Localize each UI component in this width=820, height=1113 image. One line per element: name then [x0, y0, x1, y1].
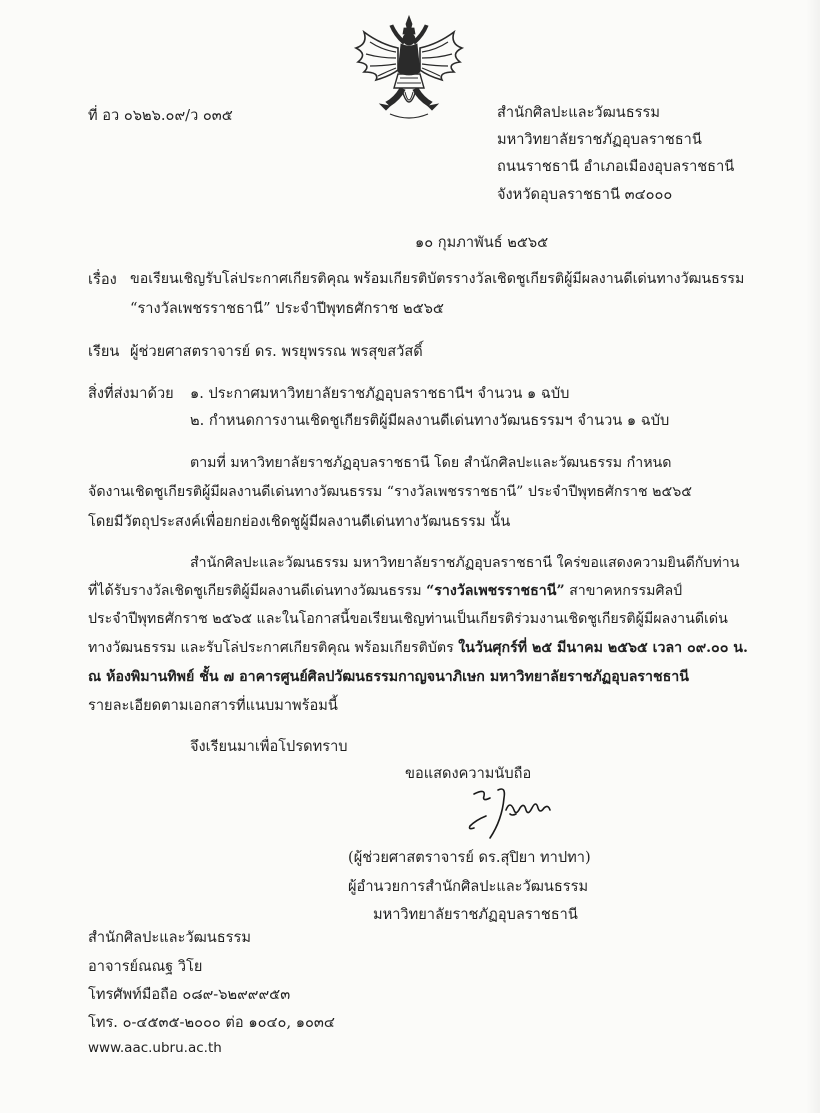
award-text: ที่ได้รับรางวัลเชิดชูเกียรติผู้มีผลงานดีเด่นทางวัฒนธรรม: [88, 583, 427, 599]
recipient-label: เรียน: [88, 343, 120, 360]
body-paragraph-2-line: ประจำปีพุทธศักราช ๒๕๖๕ และในโอกาสนี้ขอเรียนเชิญท่านเป็นเกียรติร่วมงานเชิดชูเกียรติผู้มีผลงานดีเด่น: [88, 611, 728, 627]
handwritten-signature-icon: [446, 780, 586, 842]
body-paragraph-1-line: ตามที่ มหาวิทยาลัยราชภัฏอุบลราชธานี โดย สำนักศิลปะและวัฒนธรรม กำหนด: [190, 455, 672, 471]
signatory-name: (ผู้ช่วยศาสตราจารย์ ดร.สุปิยา ทาปทา): [348, 849, 591, 866]
recipient-name: ผู้ช่วยศาสตราจารย์ ดร. พรยุพรรณ พรสุขสวัสดิ์: [130, 343, 423, 360]
salutation: ขอแสดงความนับถือ: [405, 765, 532, 782]
signatory-organization: มหาวิทยาลัยราชภัฏอุบลราชธานี: [373, 906, 578, 923]
award-category: สาขาคหกรรมศิลป์: [564, 583, 683, 599]
footer-mobile: โทรศัพท์มือถือ ๐๘๙-๖๒๙๙๙๕๓: [88, 986, 291, 1003]
body-paragraph-2-line: รายละเอียดตามเอกสารที่แนบมาพร้อมนี้: [88, 697, 338, 714]
closing-statement: จึงเรียนมาเพื่อโปรดทราบ: [190, 738, 348, 755]
footer-contact-person: อาจารย์ณณฐ วิโย: [88, 958, 203, 975]
subject-line-2: “รางวัลเพชรราชธานี” ประจำปีพุทธศักราช ๒๕๖๕: [130, 300, 444, 317]
body-paragraph-2-line: สำนักศิลปะและวัฒนธรรม มหาวิทยาลัยราชภัฏอุบลราชธานี ใคร่ขอแสดงความยินดีกับท่าน: [190, 555, 740, 571]
body-paragraph-2-line: [88, 580, 682, 602]
body-paragraph-1-line: จัดงานเชิดชูเกียรติผู้มีผลงานดีเด่นทางวัฒนธรรม “รางวัลเพชรราชธานี” ประจำปีพุทธศักราช ๒๕๖๕: [88, 484, 692, 500]
reference-number: ที่ อว ๐๖๒๖.๐๙/ว ๐๓๕: [88, 107, 233, 124]
sender-address-line: สำนักศิลปะและวัฒนธรรม: [497, 104, 660, 121]
ceremony-venue-bold: ณ ห้องพิมานทิพย์ ชั้น ๗ อาคารศูนย์ศิลปวัฒนธรรมกาญจนาภิเษก มหาวิทยาลัยราชภัฏอุบลราชธานี: [88, 669, 689, 685]
ceremony-text: ทางวัฒนธรรม และรับโล่ประกาศเกียรติคุณ พร้อมเกียรติบัตร: [88, 640, 459, 656]
subject-label: เรื่อง: [88, 271, 117, 288]
footer-website-link[interactable]: www.aac.ubru.ac.th: [88, 1040, 222, 1056]
enclosures-label: สิ่งที่ส่งมาด้วย: [88, 385, 174, 402]
garuda-emblem-icon: [350, 14, 468, 124]
footer-phone: โทร. ๐-๔๕๓๕-๒๐๐๐ ต่อ ๑๐๔๐, ๑๐๓๔: [88, 1014, 335, 1031]
sender-address-line: มหาวิทยาลัยราชภัฏอุบลราชธานี: [497, 131, 702, 148]
page-edge-shade: [806, 0, 820, 1113]
footer-office: สำนักศิลปะและวัฒนธรรม: [88, 929, 251, 946]
ceremony-datetime-bold: ในวันศุกร์ที่ ๒๕ มีนาคม ๒๕๖๕ เวลา ๐๙.๐๐ น.: [458, 640, 748, 656]
letter-date: ๑๐ กุมภาพันธ์ ๒๕๖๕: [415, 234, 549, 251]
award-name-bold: “รางวัลเพชรราชธานี”: [426, 583, 565, 599]
body-paragraph-2-line: [88, 637, 748, 659]
enclosure-item: ๑. ประกาศมหาวิทยาลัยราชภัฏอุบลราชธานีฯ จำนวน ๑ ฉบับ: [190, 385, 570, 402]
body-paragraph-1-line: โดยมีวัตถุประสงค์เพื่อยกย่องเชิดชูผู้มีผลงานดีเด่นทางวัฒนธรรม นั้น: [88, 513, 511, 530]
sender-address-line: ถนนราชธานี อำเภอเมืองอุบลราชธานี: [497, 158, 735, 175]
subject-line-1: ขอเรียนเชิญรับโล่ประกาศเกียรติคุณ พร้อมเกียรติบัตรรางวัลเชิดชูเกียรติผู้มีผลงานดีเด่นทางวัฒนธรรม: [130, 271, 745, 287]
enclosure-item: ๒. กำหนดการงานเชิดชูเกียรติผู้มีผลงานดีเด่นทางวัฒนธรรมฯ จำนวน ๑ ฉบับ: [190, 412, 670, 429]
signatory-position: ผู้อำนวยการสำนักศิลปะและวัฒนธรรม: [348, 878, 589, 895]
sender-address-line: จังหวัดอุบลราชธานี ๓๔๐๐๐: [497, 186, 673, 203]
